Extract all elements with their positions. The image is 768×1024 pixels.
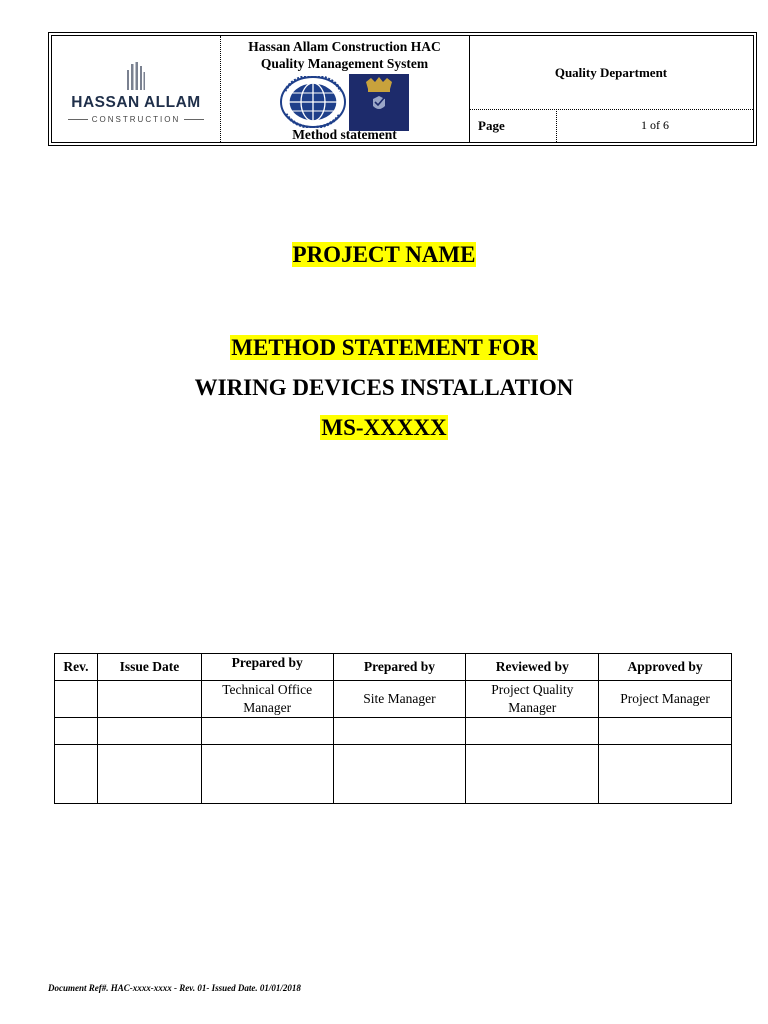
company-line-1: Hassan Allam Construction HAC	[248, 39, 441, 54]
table-cell: Site Manager	[333, 681, 466, 718]
col-issue-date: Issue Date	[97, 654, 201, 681]
company-title	[220, 38, 469, 72]
document-reference-footer: Document Ref#. HAC-xxxx-xxxx - Rev. 01- Issued Date. 01/01/2018	[48, 983, 301, 993]
table-cell	[333, 718, 466, 745]
subject-text: WIRING DEVICES INSTALLATION	[194, 375, 574, 400]
logo-name: HASSAN ALLAM	[71, 94, 201, 111]
logo-subtitle-text: CONSTRUCTION	[91, 115, 181, 124]
table-cell	[97, 718, 201, 745]
table-cell	[55, 718, 98, 745]
table-cell	[201, 718, 333, 745]
table-row	[55, 718, 732, 745]
revision-table	[54, 653, 732, 804]
company-line-2: Quality Management System	[260, 56, 429, 71]
project-name-title	[0, 242, 768, 268]
document-header-inner	[51, 35, 754, 143]
table-cell	[599, 745, 732, 804]
table-cell	[97, 745, 201, 804]
logo-subtitle	[64, 115, 208, 124]
ms-code-text: MS-XXXXX	[321, 415, 447, 440]
table-cell	[599, 718, 732, 745]
hassan-allam-logo-icon	[126, 62, 146, 90]
method-statement-for-text: METHOD STATEMENT FOR	[231, 335, 537, 360]
logo-rule-left	[68, 119, 88, 120]
col-rev: Rev.	[55, 654, 98, 681]
table-cell: Project Manager	[599, 681, 732, 718]
page-value: 1 of 6	[641, 118, 669, 132]
col-approved-by: Approved by	[599, 654, 732, 681]
table-cell	[55, 745, 98, 804]
table-cell: Project Quality Manager	[466, 681, 599, 718]
col-prepared-by-1: Prepared by	[201, 654, 333, 681]
ukas-certification-icon	[349, 74, 409, 131]
table-cell	[55, 681, 98, 718]
col-prepared-by-2: Prepared by	[333, 654, 466, 681]
table-cell	[333, 745, 466, 804]
doc-type: Method statement	[292, 127, 397, 142]
page-label: Page	[469, 109, 557, 142]
table-row	[55, 681, 732, 718]
iso-certification-globe-icon	[280, 76, 346, 128]
table-cell	[97, 681, 201, 718]
table-row	[55, 745, 732, 804]
col-reviewed-by: Reviewed by	[466, 654, 599, 681]
revision-table-header-row	[55, 654, 732, 681]
ms-code-title	[0, 415, 768, 441]
title-cell	[220, 36, 470, 142]
logo-rule-right	[184, 119, 204, 120]
project-name-text: PROJECT NAME	[292, 242, 476, 267]
table-cell	[201, 745, 333, 804]
logo-cell	[52, 36, 221, 142]
table-cell	[466, 718, 599, 745]
table-cell	[466, 745, 599, 804]
subject-title	[0, 375, 768, 401]
department: Quality Department	[469, 36, 753, 110]
table-cell: Technical Office Manager	[201, 681, 333, 718]
document-header	[48, 32, 757, 146]
method-statement-for-title	[0, 335, 768, 361]
